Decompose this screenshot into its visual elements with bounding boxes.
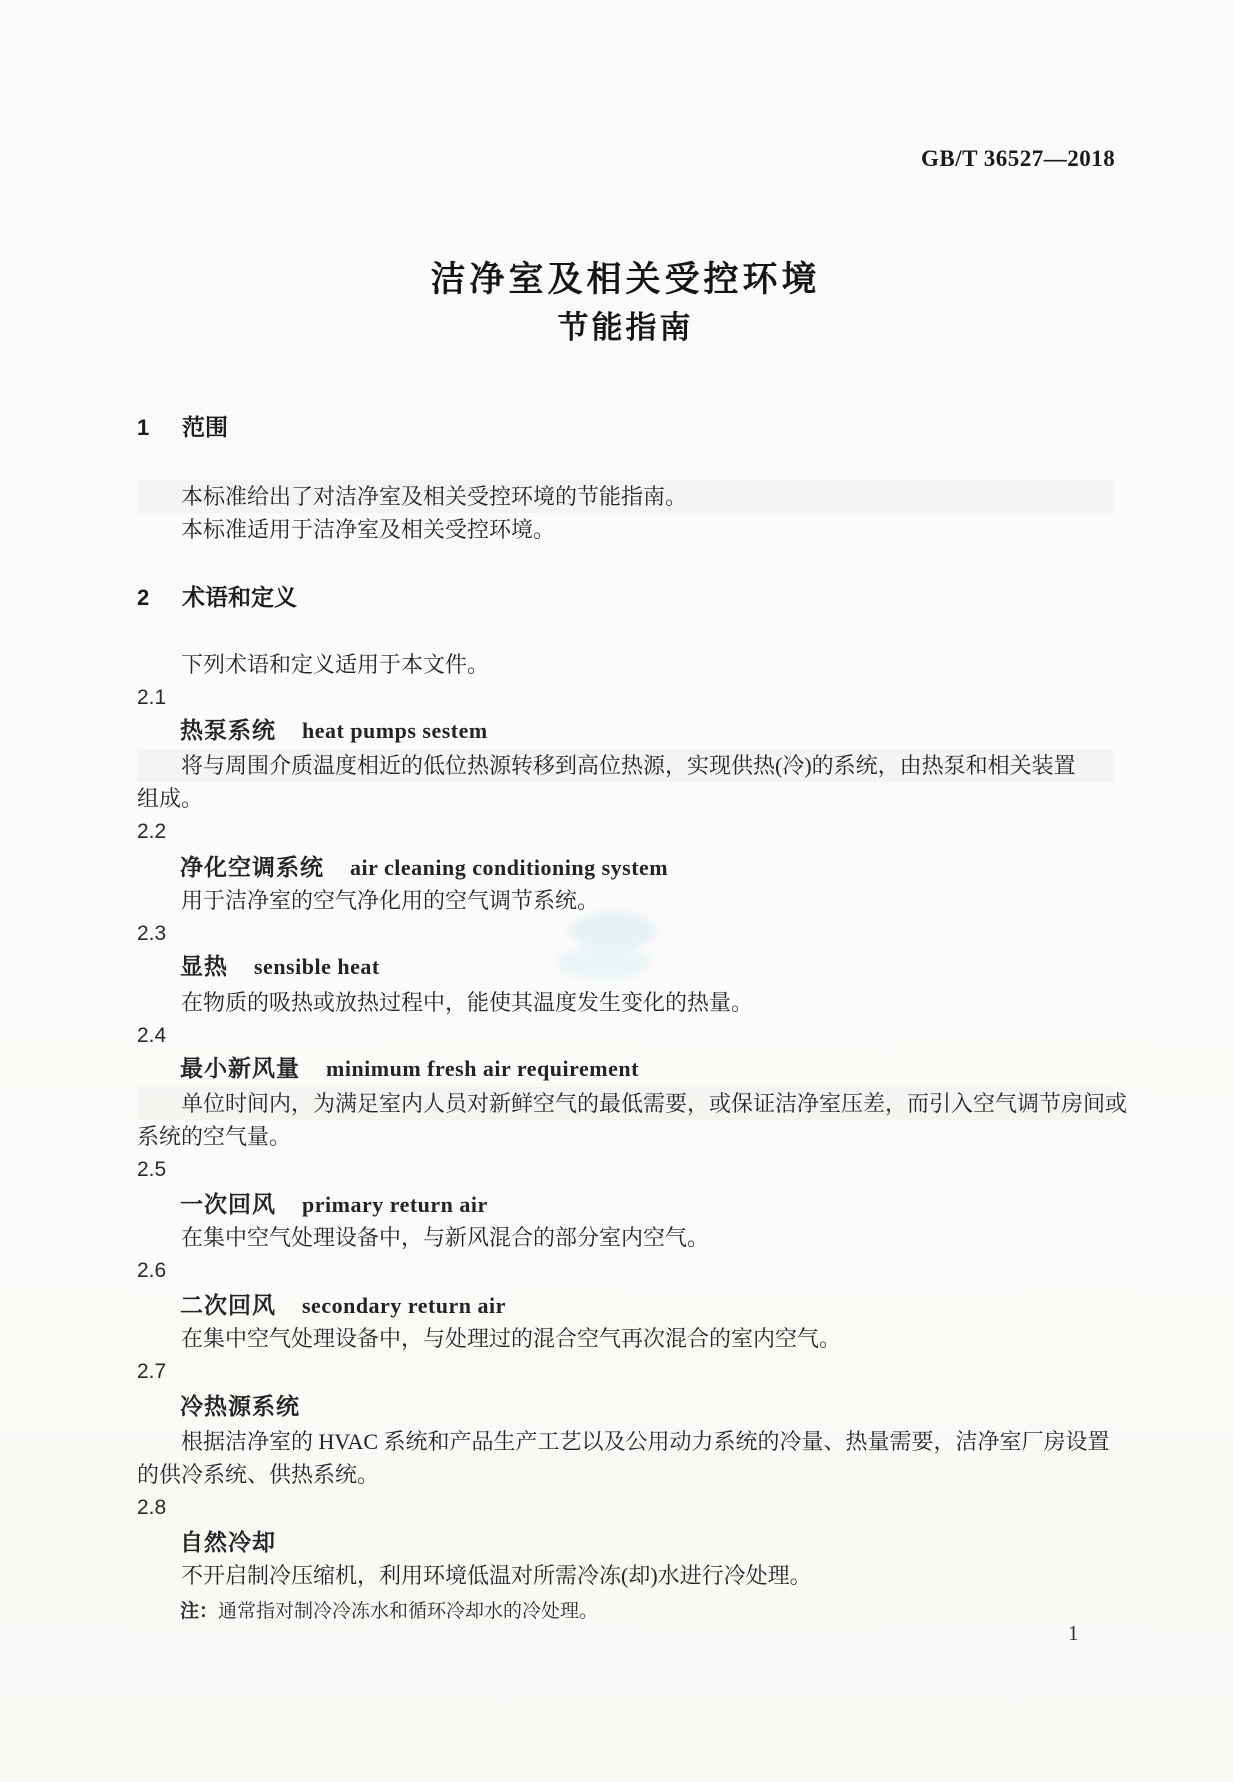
term-zh: 自然冷却 [180, 1529, 276, 1555]
clause-number: 2.7 [137, 1360, 167, 1383]
term-definition: 在集中空气处理设备中，与处理过的混合空气再次混合的室内空气。 [181, 1326, 842, 1351]
section-1-title: 范围 [182, 414, 228, 440]
term-en: minimum fresh air requirement [326, 1056, 639, 1081]
document-body [137, 411, 1128, 1628]
term-definition: 单位时间内，为满足室内人员对新鲜空气的最低需要，或保证洁净室压差，而引入空气调节房间或 [137, 1087, 1113, 1120]
term-definition-continued: 的供冷系统、供热系统。 [137, 1462, 380, 1487]
term-heading [180, 714, 1113, 747]
term-definition-continued: 系统的空气量。 [137, 1124, 292, 1149]
term-heading [180, 1526, 1113, 1559]
note-text: 通常指对制冷冷冻水和循环冷却水的冷处理。 [218, 1601, 599, 1622]
clause-number: 2.6 [137, 1259, 167, 1282]
terms-intro: 下列术语和定义适用于本文件。 [181, 652, 490, 677]
term-en: heat pumps sestem [302, 718, 488, 743]
term-heading [180, 1289, 1113, 1322]
term-en: air cleaning conditioning system [350, 855, 669, 880]
note-label: 注： [180, 1601, 219, 1622]
term-zh: 显热 [180, 953, 228, 979]
clause-number: 2.8 [137, 1496, 167, 1519]
term-definition: 在集中空气处理设备中，与新风混合的部分室内空气。 [181, 1225, 710, 1250]
standard-number: GB/T 36527—2018 [921, 146, 1116, 171]
term-zh: 净化空调系统 [180, 854, 324, 880]
term-heading [180, 1052, 1113, 1085]
section-2-number: 2 [137, 585, 150, 610]
term-en: sensible heat [254, 954, 380, 979]
term-heading [180, 851, 1113, 884]
section-2-heading [137, 581, 1113, 614]
section-1-heading [137, 411, 1113, 444]
clause-number: 2.2 [137, 820, 167, 843]
clause-number: 2.3 [137, 922, 167, 945]
term-heading [180, 1390, 1113, 1423]
clause-number: 2.1 [137, 686, 167, 709]
scope-paragraph-2: 本标准适用于洁净室及相关受控环境。 [181, 517, 556, 542]
term-zh: 热泵系统 [180, 717, 276, 743]
section-1-number: 1 [137, 415, 150, 440]
document-title [0, 256, 1233, 352]
term-definition: 在物质的吸热或放热过程中，能使其温度发生变化的热量。 [181, 990, 754, 1015]
term-definition: 用于洁净室的空气净化用的空气调节系统。 [181, 888, 600, 913]
title-line-2: 节能指南 [557, 310, 694, 345]
term-zh: 冷热源系统 [180, 1393, 300, 1419]
term-note [180, 1595, 1113, 1628]
term-definition: 不开启制冷压缩机，利用环境低温对所需冷冻(却)水进行冷处理。 [181, 1563, 812, 1588]
term-en: primary return air [302, 1192, 488, 1217]
term-heading [180, 1188, 1113, 1221]
clause-number: 2.4 [137, 1024, 167, 1047]
scope-paragraph-1: 本标准给出了对洁净室及相关受控环境的节能指南。 [137, 480, 1113, 513]
title-line-1: 洁净室及相关受控环境 [430, 260, 821, 299]
term-en: secondary return air [302, 1293, 506, 1318]
term-heading [180, 950, 1113, 983]
section-2-title: 术语和定义 [182, 584, 297, 610]
page-number: 1 [1068, 1621, 1079, 1645]
term-zh: 一次回风 [180, 1191, 276, 1217]
term-definition-continued: 组成。 [137, 786, 204, 811]
term-zh: 二次回风 [180, 1292, 276, 1318]
term-zh: 最小新风量 [180, 1055, 300, 1081]
term-definition: 根据洁净室的 HVAC 系统和产品生产工艺以及公用动力系统的冷量、热量需要，洁净室厂房设置 [181, 1429, 1110, 1454]
term-definition: 将与周围介质温度相近的低位热源转移到高位热源，实现供热(冷)的系统，由热泵和相关装置 [137, 749, 1113, 782]
clause-number: 2.5 [137, 1158, 167, 1181]
